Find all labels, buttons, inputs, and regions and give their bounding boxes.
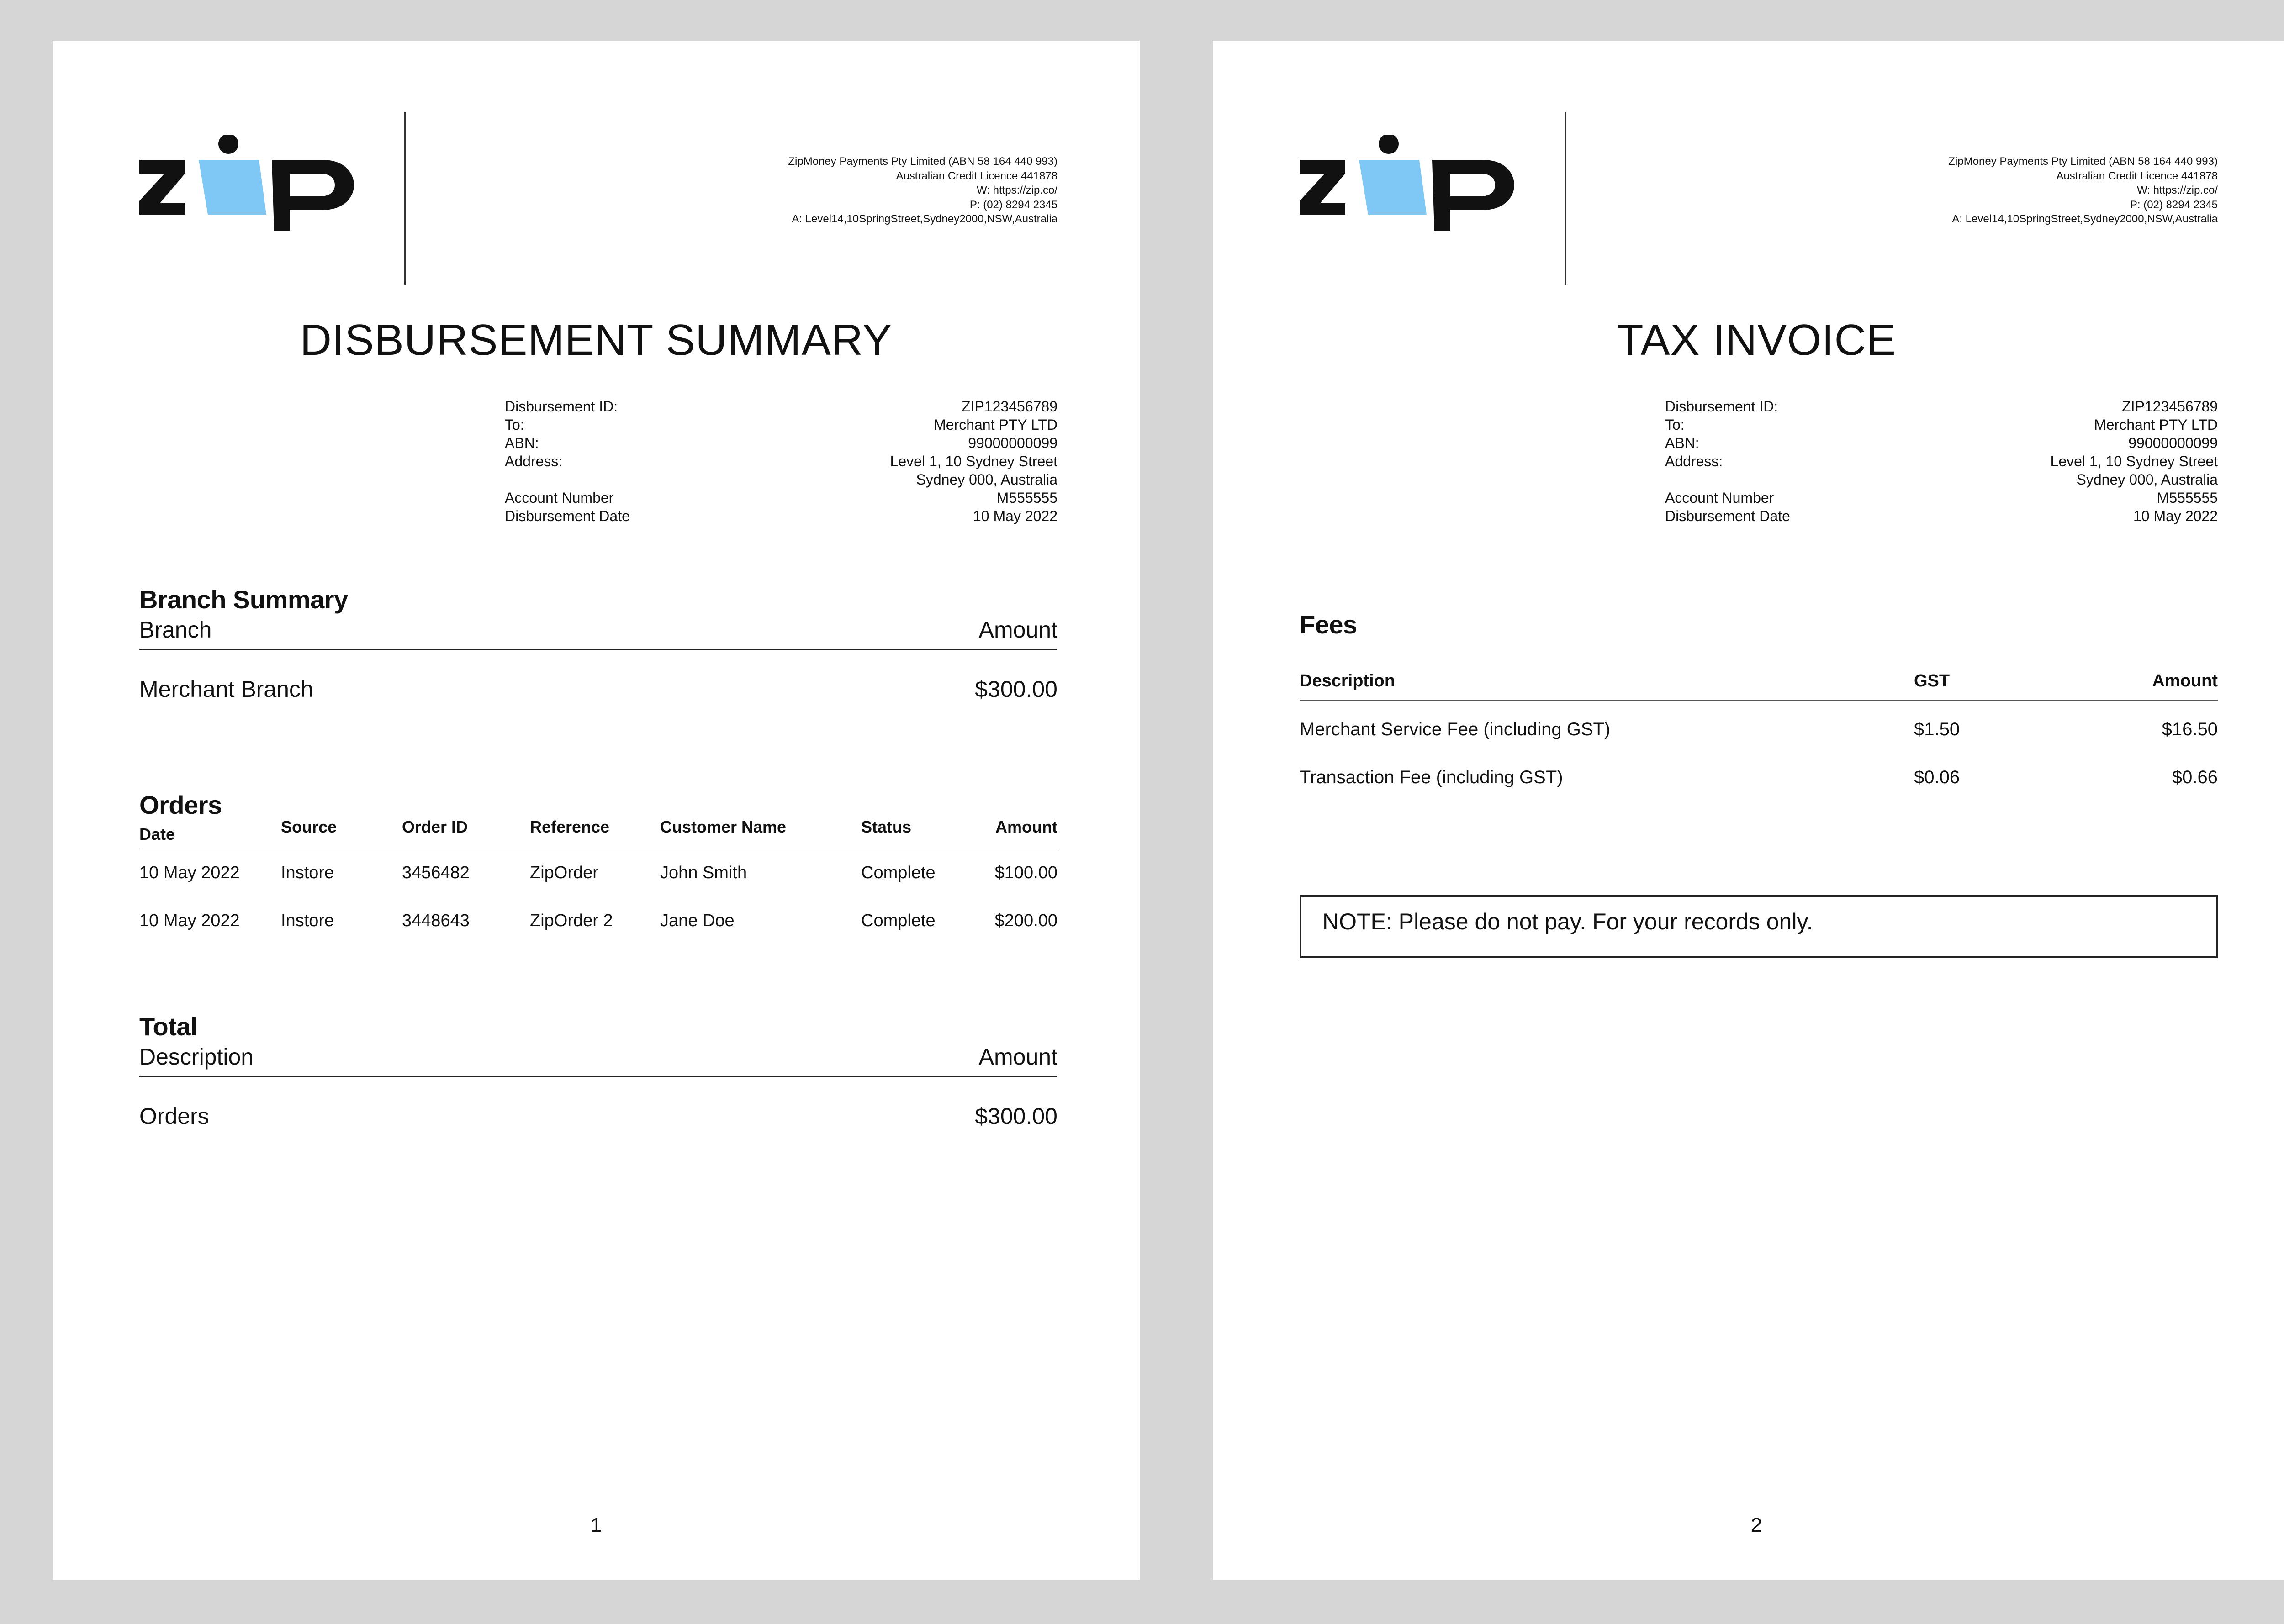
col-date: Date [139, 825, 175, 844]
info-label: Disbursement ID: [1665, 398, 1778, 415]
info-label: ABN: [505, 435, 539, 451]
info-label: Disbursement Date [505, 508, 630, 524]
company-line: W: https://zip.co/ [2137, 184, 2218, 196]
branch-summary-title: Branch Summary [139, 585, 348, 614]
total-header [139, 1044, 1057, 1070]
company-details [1807, 154, 2218, 227]
cell-status: Complete [861, 863, 936, 882]
col-source: Source [281, 817, 337, 836]
col-customer-name: Customer Name [660, 817, 787, 836]
cell-description: Transaction Fee (including GST) [1300, 767, 1563, 787]
cell-customer-name: John Smith [660, 863, 747, 882]
company-line: ZipMoney Payments Pty Limited (ABN 58 164 440 993) [788, 155, 1057, 168]
orders-title: Orders [139, 791, 222, 819]
cell-gst: $1.50 [1914, 719, 1960, 739]
zip-logo-icon [1300, 135, 1514, 231]
info-value: Merchant PTY LTD [934, 417, 1057, 433]
col-description: Description [139, 1044, 254, 1070]
company-line: Australian Credit Licence 441878 [896, 169, 1057, 182]
fees-title: Fees [1300, 610, 1357, 639]
col-amount: Amount [978, 617, 1057, 643]
table-row [139, 863, 1057, 886]
cell-customer-name: Jane Doe [660, 911, 735, 930]
branch-row [139, 676, 1057, 702]
page-title: DISBURSEMENT SUMMARY [300, 316, 893, 364]
total-title: Total [139, 1012, 198, 1041]
cell-date: 10 May 2022 [139, 863, 240, 882]
note-box [1300, 895, 2218, 958]
info-value: M555555 [2157, 490, 2218, 506]
total-amount: $300.00 [975, 1103, 1057, 1129]
page-number: 2 [1750, 1514, 1762, 1536]
orders-header-row [139, 817, 1057, 844]
info-label: Address: [505, 453, 563, 469]
info-value: Sydney 000, Australia [2076, 471, 2218, 488]
divider [139, 1076, 1057, 1077]
col-reference: Reference [530, 817, 610, 836]
info-value: 99000000099 [2128, 435, 2218, 451]
company-line: A: Level14,10SpringStreet,Sydney2000,NSW,Australia [1952, 213, 2218, 225]
col-status: Status [861, 817, 912, 836]
info-value: ZIP123456789 [962, 398, 1057, 415]
page-number: 1 [590, 1514, 602, 1536]
col-amount: Amount [2152, 671, 2218, 691]
info-label: Disbursement Date [1665, 508, 1790, 524]
company-line: A: Level14,10SpringStreet,Sydney2000,NSW,Australia [792, 213, 1057, 225]
cell-amount: $16.50 [2162, 719, 2218, 739]
total-description: Orders [139, 1103, 209, 1129]
company-details [646, 154, 1057, 227]
info-value: ZIP123456789 [2122, 398, 2218, 415]
disbursement-info [1665, 397, 2218, 525]
logo-divider [404, 112, 406, 285]
cell-amount: $100.00 [994, 863, 1057, 882]
cell-date: 10 May 2022 [139, 911, 240, 930]
cell-description: Merchant Service Fee (including GST) [1300, 719, 1611, 739]
info-label: ABN: [1665, 435, 1699, 451]
document-page-1 [53, 41, 1140, 1580]
company-line: P: (02) 8294 2345 [969, 198, 1057, 211]
col-order-id: Order ID [402, 817, 468, 836]
company-line: P: (02) 8294 2345 [2130, 198, 2218, 211]
info-label: Disbursement ID: [505, 398, 618, 415]
cell-source: Instore [281, 911, 334, 930]
info-label: To: [1665, 417, 1685, 433]
company-line: W: https://zip.co/ [977, 184, 1057, 196]
logo-divider [1565, 112, 1566, 285]
info-label: Account Number [505, 490, 614, 506]
col-gst: GST [1914, 671, 1950, 691]
cell-reference: ZipOrder 2 [530, 911, 613, 930]
info-value: 99000000099 [968, 435, 1057, 451]
note-text: NOTE: Please do not pay. For your records only. [1322, 909, 1813, 934]
table-row [139, 911, 1057, 934]
cell-amount: $0.66 [2172, 767, 2218, 787]
info-value: Level 1, 10 Sydney Street [2050, 453, 2218, 469]
info-value: Level 1, 10 Sydney Street [890, 453, 1057, 469]
total-row [139, 1103, 1057, 1129]
info-value: Sydney 000, Australia [916, 471, 1057, 488]
info-value: 10 May 2022 [2133, 508, 2218, 524]
cell-status: Complete [861, 911, 936, 930]
divider [139, 649, 1057, 650]
cell-source: Instore [281, 863, 334, 882]
col-description: Description [1300, 671, 1396, 691]
info-label: Address: [1665, 453, 1723, 469]
col-branch: Branch [139, 617, 212, 643]
col-amount: Amount [978, 1044, 1057, 1070]
cell-order-id: 3456482 [402, 863, 470, 882]
disbursement-info [505, 397, 1057, 525]
branch-summary-header [139, 617, 1057, 643]
company-line: Australian Credit Licence 441878 [2056, 169, 2218, 182]
cell-reference: ZipOrder [530, 863, 598, 882]
cell-order-id: 3448643 [402, 911, 470, 930]
col-amount: Amount [995, 817, 1057, 836]
company-line: ZipMoney Payments Pty Limited (ABN 58 164 440 993) [1948, 155, 2218, 168]
divider [1300, 700, 2218, 701]
cell-amount: $200.00 [994, 911, 1057, 930]
zip-logo-icon [139, 135, 354, 231]
branch-name: Merchant Branch [139, 676, 313, 702]
info-value: 10 May 2022 [973, 508, 1057, 524]
info-value: Merchant PTY LTD [2094, 417, 2218, 433]
info-value: M555555 [996, 490, 1057, 506]
page-title: TAX INVOICE [1617, 316, 1896, 364]
cell-gst: $0.06 [1914, 767, 1960, 787]
info-label: Account Number [1665, 490, 1774, 506]
document-page-2 [1213, 41, 2284, 1580]
info-label: To: [505, 417, 524, 433]
branch-amount: $300.00 [975, 676, 1057, 702]
